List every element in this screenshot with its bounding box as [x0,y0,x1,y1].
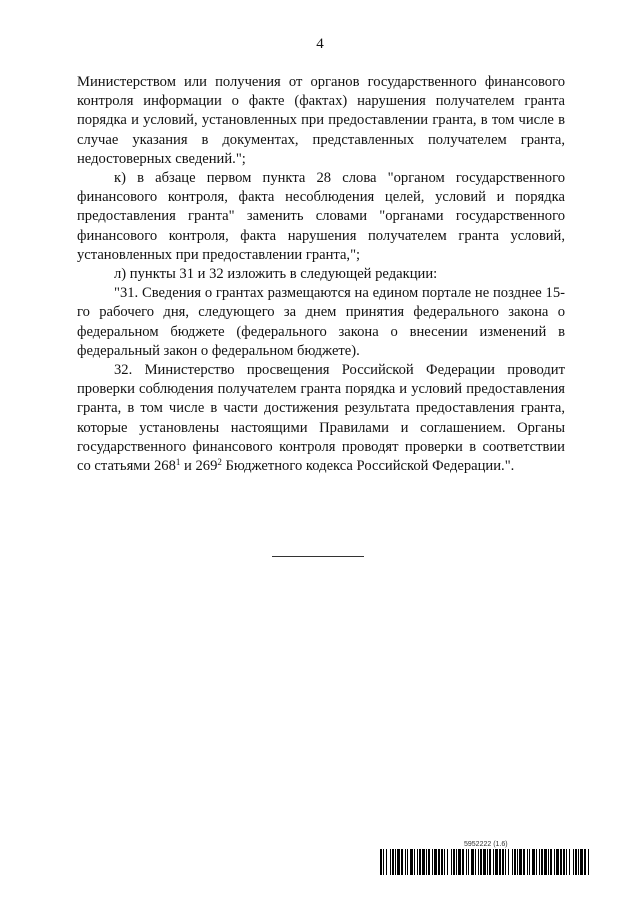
paragraph-k: к) в абзаце первом пункта 28 слова "органом государственного финансового контроля, факта несоблюдения целей, условий и порядка предоставления гранта" заменить словами "органами государственного финансового контроля, факта нарушения получателем гранта условий, установленных при предоставлении гранта,"; [77,170,565,263]
article-269: 269 [195,458,218,475]
article-268: 268 [154,458,176,475]
paragraph-32-text-a: 32. Министерство просвещения Российской Федерации проводит проверки соблюдения получателем гранта порядка и условий предоставления гранта, в том числе в части достижения результата предоставления гранта, которые установлены настоящими Правилами и соглашением. Органы государственного финансового контроля проводят проверки в соответствии со статьями [77,362,565,475]
article-269-superscript: 2 [217,457,222,468]
document-body [77,73,565,476]
paragraph-32 [77,361,565,476]
page-number: 4 [316,36,324,52]
conjunction-and: и [180,458,196,475]
article-268-superscript: 1 [175,457,181,468]
end-separator [272,556,364,557]
paragraph-1: Министерством или получения от органов государственного финансового контроля информации о факте (фактах) нарушения получателем гранта порядка и условий, установленных при предоставлении гранта, в том числе в случае указания в документах, представленных получателем гранта, недостоверных сведений."; [77,74,565,167]
document-code: 5952222 (1.6) [464,841,508,848]
paragraph-31: "31. Сведения о грантах размещаются на едином портале не позднее 15-го рабочего дня, следующего за днем принятия федерального закона о федеральном бюджете (федерального закона о внесении изменений в федеральный закон о федеральном бюджете). [77,285,565,359]
paragraph-l: л) пункты 31 и 32 изложить в следующей редакции: [114,266,438,283]
paragraph-32-text-b: Бюджетного кодекса Российской Федерации.". [221,458,515,475]
barcode-icon [380,849,590,875]
